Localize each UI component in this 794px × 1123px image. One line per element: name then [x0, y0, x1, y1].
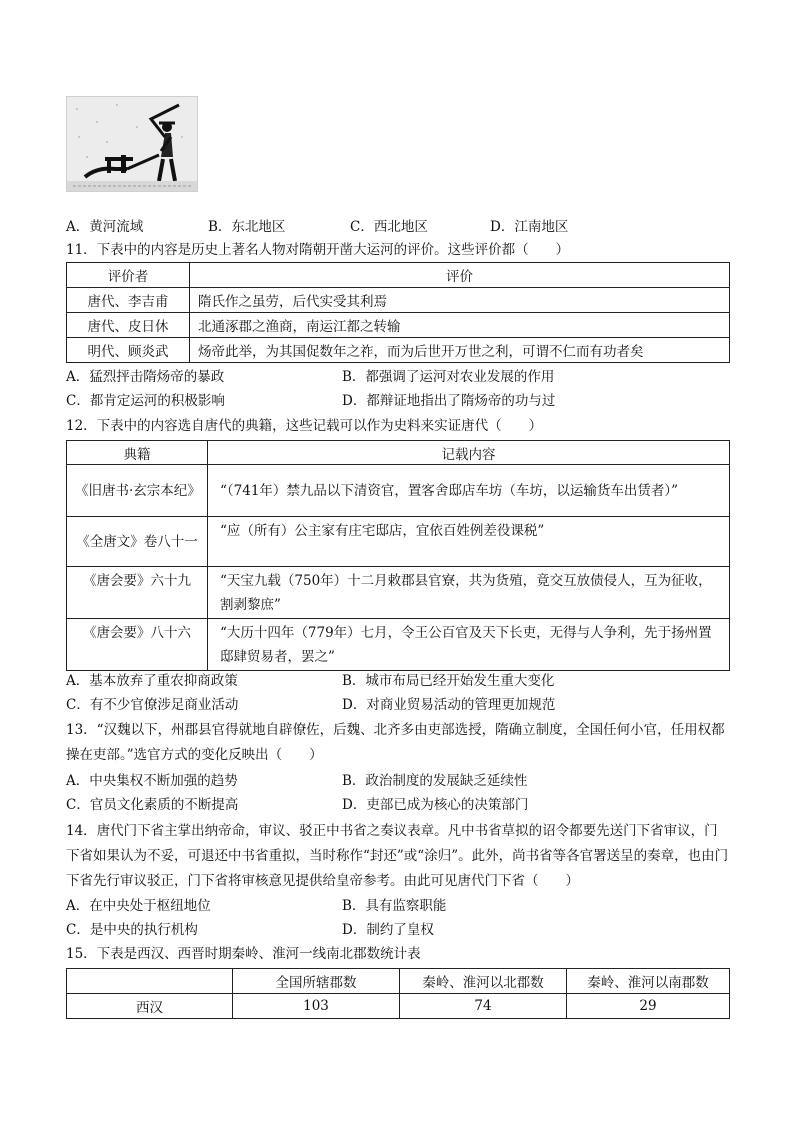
- q12-cell: 《旧唐书·玄宗本纪》: [67, 465, 208, 517]
- q15-header-north: 秦岭、淮河以北郡数: [400, 969, 567, 994]
- q14-option-a[interactable]: A．在中央处于枢纽地位: [66, 898, 211, 914]
- q15-cell: 74: [400, 994, 567, 1019]
- q12-option-b[interactable]: B．城市布局已经开始发生重大变化: [342, 673, 555, 689]
- q12-cell: “天宝九载（750年）十二月敕郡县官寮，共为货殖，竟交互放债侵人，互为征收，割剥黎庶”: [208, 567, 730, 619]
- q12-cell: 《全唐文》卷八十一: [67, 517, 208, 567]
- q15-header-south: 秦岭、淮河以南郡数: [567, 969, 730, 994]
- q13-option-d[interactable]: D．吏部已成为核心的决策部门: [342, 797, 529, 813]
- q12-cell: “大历十四年（779年）七月，令王公百官及天下长吏，无得与人争利，先于扬州置邸肆贸易者，罢之”: [208, 619, 730, 671]
- q15-cell: 西汉: [67, 994, 233, 1019]
- q13-options-row2: [66, 794, 528, 816]
- table-row: [67, 567, 730, 619]
- q11-cell: 唐代、皮日休: [67, 313, 190, 338]
- table-row: [67, 288, 730, 313]
- q14-options-row2: [66, 919, 434, 941]
- q12-table: [66, 440, 730, 671]
- q15-table: [66, 968, 730, 1019]
- q13-stem: 13．“汉魏以下，州郡县官得就地自辟僚佐，后魏、北齐多由吏部选授，隋确立制度，全国任何小官，任用权都操在吏部。”选官方式的变化反映出（ ）: [66, 722, 725, 763]
- q15-cell: 29: [567, 994, 730, 1019]
- table-row: [67, 619, 730, 671]
- q10-options: [66, 216, 610, 238]
- q14-stem: 14．唐代门下省主掌出纳帝命，审议、驳正中书省之奏议表章。凡中书省草拟的诏令都要先送门下省审议，门下省如果认为不妥，可退还中书省重拟，当时称作“封还”或“涂归”。此外，尚书省等各官署送呈的奏章，也由门下省先行审议驳正，门下省将审核意见提供给皇帝参考。由此可见唐代门下省（ ）: [66, 823, 729, 889]
- table-row: [67, 338, 730, 363]
- q11-option-b[interactable]: B．都强调了运河对农业发展的作用: [342, 369, 555, 385]
- q11-cell: 明代、顾炎武: [67, 338, 190, 363]
- q12-option-a[interactable]: A．基本放弃了重农抑商政策: [66, 673, 238, 689]
- table-row: [67, 465, 730, 517]
- table-row: [67, 517, 730, 567]
- q15-header-total: 全国所辖郡数: [233, 969, 400, 994]
- q14-option-b[interactable]: B．具有监察职能: [342, 898, 447, 914]
- q12-options-row2: [66, 694, 555, 716]
- table-row: [67, 313, 730, 338]
- q13-option-a[interactable]: A．中央集权不断加强的趋势: [66, 773, 238, 789]
- q15-header-blank: [67, 969, 233, 994]
- q11-table: [66, 262, 730, 363]
- q11-stem: 11．下表中的内容是历史上著名人物对隋朝开凿大运河的评价。这些评价都（ ）: [66, 242, 570, 258]
- q14-options-row1: [66, 895, 446, 917]
- q11-header-evaluation: 评价: [190, 263, 730, 288]
- q11-option-c[interactable]: C．都肯定运河的积极影响: [66, 393, 225, 409]
- q11-cell: 北通涿郡之渔商，南运江都之转输: [190, 313, 730, 338]
- q10-option-c[interactable]: C．西北地区: [350, 219, 428, 235]
- q11-options-row2: [66, 390, 555, 412]
- q13-option-c[interactable]: C．官员文化素质的不断提高: [66, 797, 239, 813]
- q12-header-content: 记载内容: [208, 441, 730, 465]
- q11-cell: 炀帝此举，为其国促数年之祚，而为后世开万世之利，可谓不仁而有功者矣: [190, 338, 730, 363]
- q13-options-row1: [66, 770, 527, 792]
- q14-option-c[interactable]: C．是中央的执行机构: [66, 922, 198, 938]
- q12-options-row1: [66, 670, 554, 692]
- q12-cell: 《唐会要》六十九: [67, 567, 208, 619]
- q11-option-d[interactable]: D．都辩证地指出了隋炀帝的功与过: [342, 393, 556, 409]
- q12-option-d[interactable]: D．对商业贸易活动的管理更加规范: [342, 697, 556, 713]
- table-row: [67, 994, 730, 1019]
- q11-options-row1: [66, 366, 554, 388]
- q12-cell: 《唐会要》八十六: [67, 619, 208, 671]
- q12-cell: “应（所有）公主家有庄宅邸店，宜依百姓例差役课税”: [208, 517, 730, 567]
- q11-option-a[interactable]: A．猛烈抨击隋炀帝的暴政: [66, 369, 225, 385]
- q15-stem: 15．下表是西汉、西晋时期秦岭、淮河一线南北郡数统计表: [66, 946, 421, 962]
- q14-option-d[interactable]: D．制约了皇权: [342, 922, 434, 938]
- farmer-plough-image: [66, 96, 198, 192]
- q10-option-d[interactable]: D．江南地区: [490, 219, 569, 235]
- q10-option-a[interactable]: A．黄河流域: [66, 219, 144, 235]
- q15-cell: 103: [233, 994, 400, 1019]
- q10-option-b[interactable]: B．东北地区: [208, 219, 286, 235]
- q12-option-c[interactable]: C．有不少官僚涉足商业活动: [66, 697, 239, 713]
- q13-option-b[interactable]: B．政治制度的发展缺乏延续性: [342, 773, 528, 789]
- q11-header-evaluator: 评价者: [67, 263, 190, 288]
- q12-cell: “（741年）禁九品以下清资官，置客舍邸店车坊（车坊，以运输货车出赁者）”: [208, 465, 730, 517]
- q11-cell: 唐代、李吉甫: [67, 288, 190, 313]
- plough-illustration: [67, 97, 197, 191]
- q11-cell: 隋氏作之虽劳，后代实受其利焉: [190, 288, 730, 313]
- q12-stem: 12．下表中的内容选自唐代的典籍，这些记载可以作为史料来实证唐代（ ）: [66, 418, 543, 434]
- q12-header-book: 典籍: [67, 441, 208, 465]
